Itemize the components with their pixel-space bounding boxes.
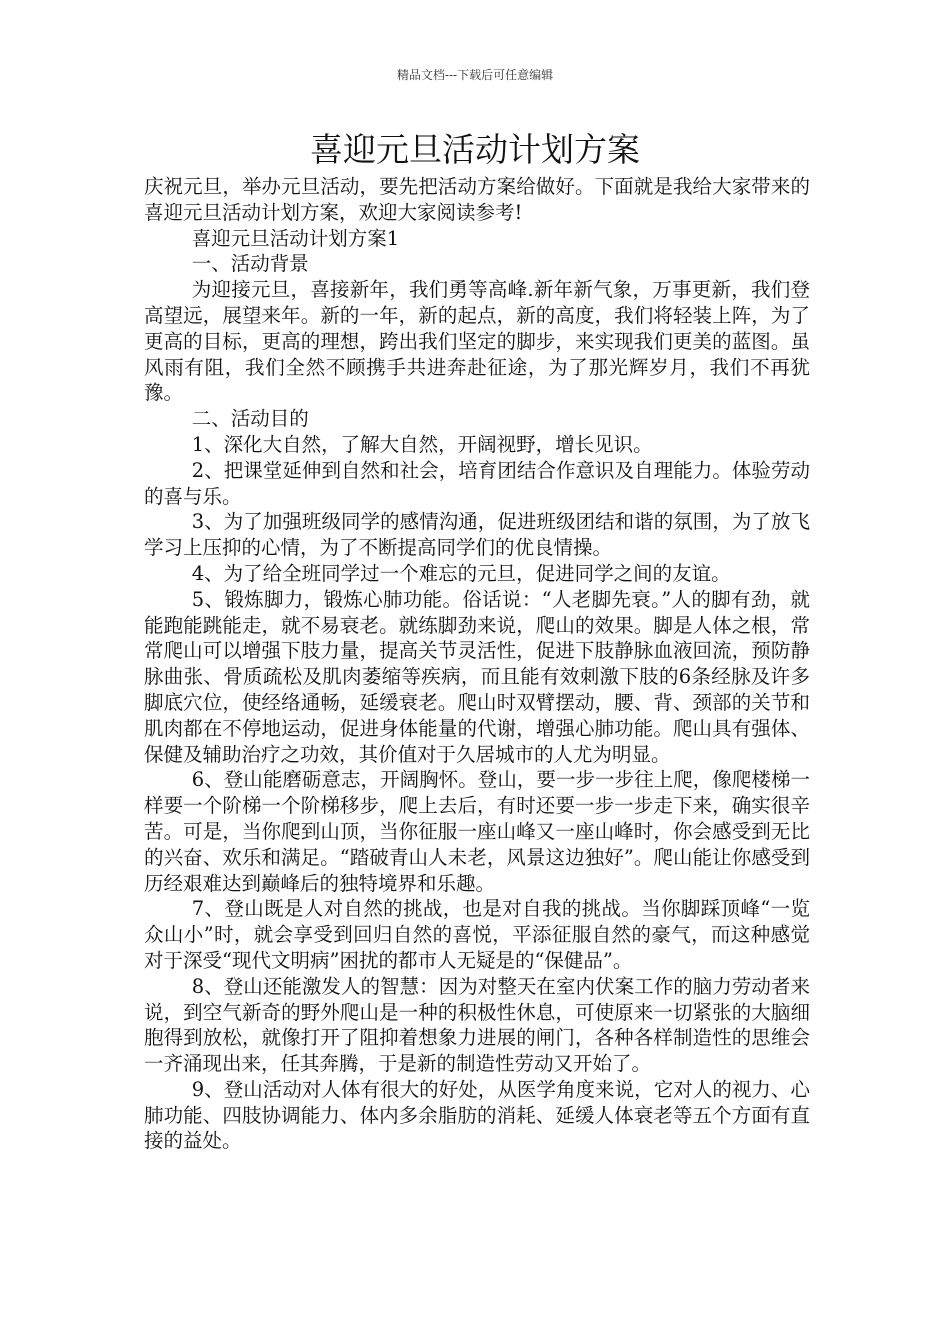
list-item: 3、为了加强班级同学的感情沟通，促进班级团结和谐的氛围，为了放飞学习上压抑的心情，为了不断提高同学们的优良情操。	[144, 510, 810, 560]
list-item: 2、把课堂延伸到自然和社会，培育团结合作意识及自理能力。体验劳动的喜与乐。	[144, 458, 810, 508]
paragraph: 为迎接元旦，喜接新年，我们勇等高峰.新年新气象，万事更新，我们登高望远，展望来年。新的一年，新的起点，新的高度，我们将轻装上阵，为了更高的目标，更高的理想，跨出我们坚定的脚步，来实现我们更美的蓝图。虽风雨有阻，我们全然不顾携手共进奔赴征途，为了那光辉岁月，我们不再犹豫。	[144, 278, 810, 405]
document-body	[144, 174, 810, 1154]
list-item: 9、登山活动对人体有很大的好处，从医学角度来说，它对人的视力、心肺功能、四肢协调能力、体内多余脂肪的消耗、延缓人体衰老等五个方面有直接的益处。	[144, 1077, 810, 1153]
page-header: 精品文档---下载后可任意编辑	[396, 68, 554, 82]
section-heading: 一、活动背景	[191, 252, 309, 276]
paragraph: 喜迎元旦活动计划方案1	[191, 226, 400, 250]
list-item: 6、登山能磨砺意志，开阔胸怀。登山，要一步一步往上爬，像爬楼梯一样要一个阶梯一个阶梯移步，爬上去后，有时还要一步一步走下来，确实很辛苦。可是，当你爬到山顶，当你征服一座山峰又一座山峰时，你会感受到无比的兴奋、欢乐和满足。“踏破青山人未老，风景这边独好”。爬山能让你感受到历经艰难达到巅峰后的独特境界和乐趣。	[144, 768, 810, 895]
section-heading: 二、活动目的	[191, 407, 309, 431]
list-item: 8、登山还能激发人的智慧：因为对整天在室内伏案工作的脑力劳动者来说，到空气新奇的野外爬山是一种的积极性休息，可使原来一切紧张的大脑细胞得到放松，就像打开了阻抑着想象力进展的闸门，各种各样制造性的思维会一齐涌现出来，任其奔腾，于是新的制造性劳动又开始了。	[144, 974, 810, 1076]
list-item: 7、登山既是人对自然的挑战，也是对自我的挑战。当你脚踩顶峰“一览众山小”时，就会享受到回归自然的喜悦，平添征服自然的豪气，而这种感觉对于深受“现代文明病”困扰的都市人无疑是的“保健品”。	[144, 897, 810, 972]
list-item: 4、为了给全班同学过一个难忘的元旦，促进同学之间的友谊。	[191, 561, 731, 585]
list-item: 1、深化大自然，了解大自然，开阔视野，增长见识。	[191, 432, 653, 456]
paragraph: 庆祝元旦，举办元旦活动，要先把活动方案给做好。下面就是我给大家带来的喜迎元旦活动计划方案，欢迎大家阅读参考!	[144, 175, 810, 224]
document-title: 喜迎元旦活动计划方案	[310, 130, 640, 169]
list-item: 5、锻炼脚力，锻炼心肺功能。俗话说：“人老脚先衰。”人的脚有劲，就能跑能跳能走，就不易衰老。就练脚劲来说，爬山的效果。脚是人体之根，常常爬山可以增强下肢力量，提高关节灵活性，促进下肢静脉血液回流，预防静脉曲张、骨质疏松及肌肉萎缩等疾病，而且能有效刺激下肢的6条经脉及许多脚底穴位，使经络通畅，延缓衰老。爬山时双臂摆动，腰、背、颈部的关节和肌肉都在不停地运动，促进身体能量的代谢，增强心肺功能。爬山具有强体、保健及辅助治疗之功效，其价值对于久居城市的人尤为明显。	[144, 587, 810, 766]
